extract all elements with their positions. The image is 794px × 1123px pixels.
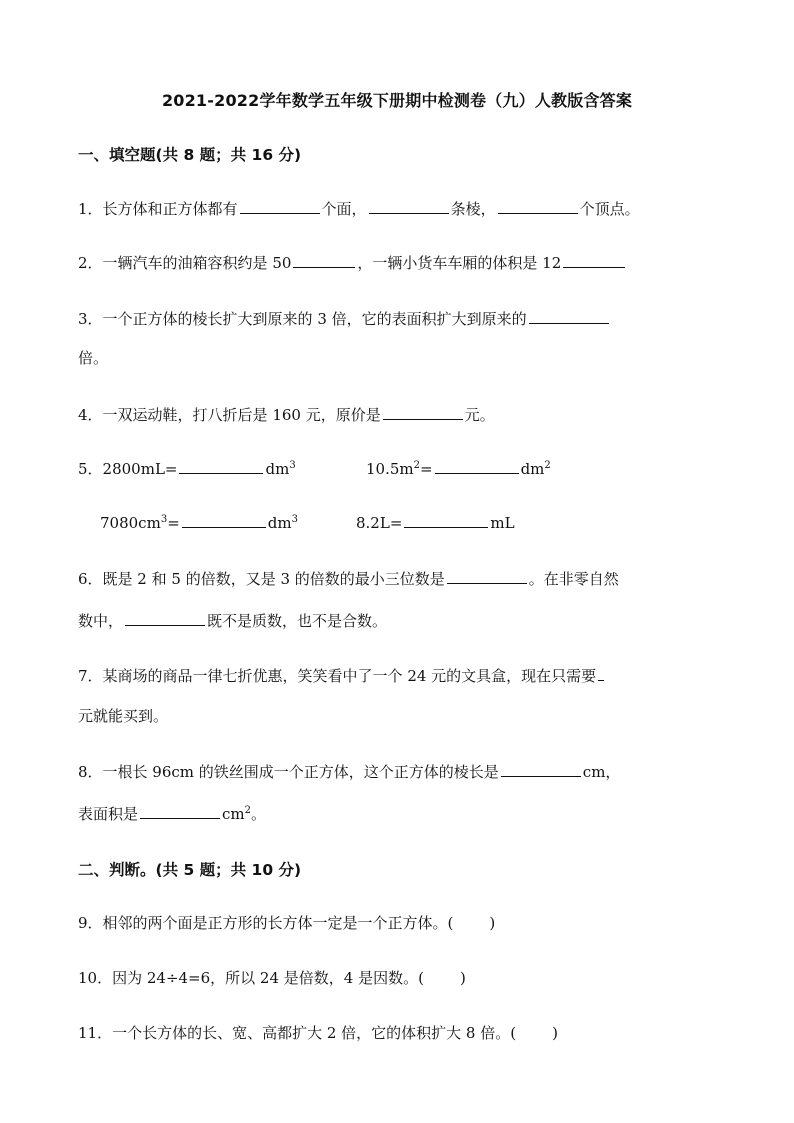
- question-3: [78, 308, 611, 329]
- answer-blank[interactable]: [182, 512, 266, 528]
- question-text: 6．既是 2 和 5 的倍数，又是 3 的倍数的最小三位数是: [78, 570, 445, 588]
- question-text: 表面积是: [78, 805, 139, 823]
- section-heading-fill-blank: 一、填空题(共 8 题；共 16 分): [78, 146, 302, 164]
- question-5-part-b: [366, 458, 551, 479]
- answer-blank[interactable]: [383, 404, 463, 420]
- answer-blank[interactable]: [140, 803, 220, 819]
- question-text: 9．相邻的两个面是正方形的长方体一定是一个正方体。(: [78, 914, 454, 932]
- question-text: cm，: [582, 763, 621, 781]
- question-7-cont: [78, 706, 168, 726]
- question-text: 个面，: [321, 200, 367, 218]
- unit-text: mL: [490, 514, 515, 532]
- question-text: ): [489, 914, 496, 932]
- question-text: 元就能买到。: [78, 707, 169, 725]
- unit-text: dm: [267, 514, 292, 532]
- question-text: 8．一根长 96cm 的铁丝围成一个正方体，这个正方体的棱长是: [78, 763, 499, 781]
- question-1: [78, 198, 640, 219]
- question-5-part-d: [356, 512, 515, 533]
- question-text: 条棱，: [450, 200, 496, 218]
- question-6-cont: [78, 610, 387, 631]
- page-title: 2021-2022学年数学五年级下册期中检测卷（九）人教版含答案: [161, 91, 633, 110]
- question-7: [78, 665, 606, 686]
- question-5: [78, 458, 296, 479]
- unit-text: dm: [265, 460, 290, 478]
- question-text: 。在非零自然: [528, 570, 619, 588]
- question-text: 1．长方体和正方体都有: [78, 200, 238, 218]
- answer-blank[interactable]: [563, 252, 625, 268]
- question-3-cont: [78, 348, 108, 368]
- answer-blank[interactable]: [435, 458, 519, 474]
- answer-blank[interactable]: [125, 610, 205, 626]
- question-text: 数中，: [78, 612, 124, 630]
- question-4: [78, 404, 495, 425]
- question-text: =: [167, 514, 180, 532]
- unit-exponent: 3: [160, 514, 168, 525]
- question-text: 3．一个正方体的棱长扩大到原来的 3 倍，它的表面积扩大到原来的: [78, 310, 527, 328]
- question-text: 10．因为 24÷4=6，所以 24 是倍数，4 是因数。(: [78, 969, 424, 987]
- question-text: 7．某商场的商品一律七折优惠，笑笑看中了一个 24 元的文具盒，现在只需要: [78, 667, 597, 685]
- question-8: [78, 761, 620, 782]
- answer-blank[interactable]: [369, 198, 449, 214]
- question-text: =: [420, 460, 433, 478]
- question-9: [78, 913, 495, 933]
- answer-blank[interactable]: [447, 568, 527, 584]
- question-text: 4．一双运动鞋，打八折后是 160 元，原价是: [78, 406, 381, 424]
- answer-blank[interactable]: [404, 512, 488, 528]
- question-text: 2．一辆汽车的油箱容积约是 50: [78, 254, 292, 272]
- answer-blank[interactable]: [498, 198, 578, 214]
- question-6: [78, 568, 619, 589]
- unit-text: dm: [520, 460, 545, 478]
- unit-exponent: 2: [544, 460, 551, 471]
- answer-blank[interactable]: [179, 458, 263, 474]
- question-text: 个顶点。: [579, 200, 640, 218]
- question-text: ): [552, 1024, 558, 1042]
- unit-exponent: 3: [291, 514, 298, 525]
- question-2: [78, 252, 627, 273]
- answer-blank[interactable]: [501, 761, 581, 777]
- unit-exponent: 2: [244, 805, 252, 816]
- question-10: [78, 968, 466, 988]
- question-text: 元。: [464, 406, 495, 424]
- answer-blank[interactable]: [293, 252, 355, 268]
- question-text: ): [459, 969, 466, 987]
- unit-exponent: 3: [289, 460, 296, 471]
- question-text: 。: [251, 805, 267, 823]
- section-heading-judgement: 二、判断。(共 5 题；共 10 分): [78, 861, 302, 879]
- answer-blank[interactable]: [598, 665, 604, 681]
- question-8-cont: [78, 803, 266, 824]
- unit-exponent: 2: [413, 460, 420, 471]
- question-text: 7080cm: [100, 514, 161, 532]
- question-text: 5．2800mL=: [78, 460, 178, 478]
- question-text: 10.5m: [366, 460, 414, 478]
- unit-text: cm: [222, 805, 245, 823]
- question-text: 倍。: [78, 349, 109, 367]
- question-text: ，一辆小货车车厢的体积是 12: [357, 254, 562, 272]
- question-11: [78, 1023, 558, 1043]
- question-text: 11．一个长方体的长、宽、高都扩大 2 倍，它的体积扩大 8 倍。(: [78, 1024, 517, 1042]
- question-text: 8.2L=: [356, 514, 403, 532]
- answer-blank[interactable]: [529, 308, 609, 324]
- question-text: 既不是质数，也不是合数。: [207, 612, 388, 630]
- answer-blank[interactable]: [240, 198, 320, 214]
- question-5-part-c: [100, 512, 298, 533]
